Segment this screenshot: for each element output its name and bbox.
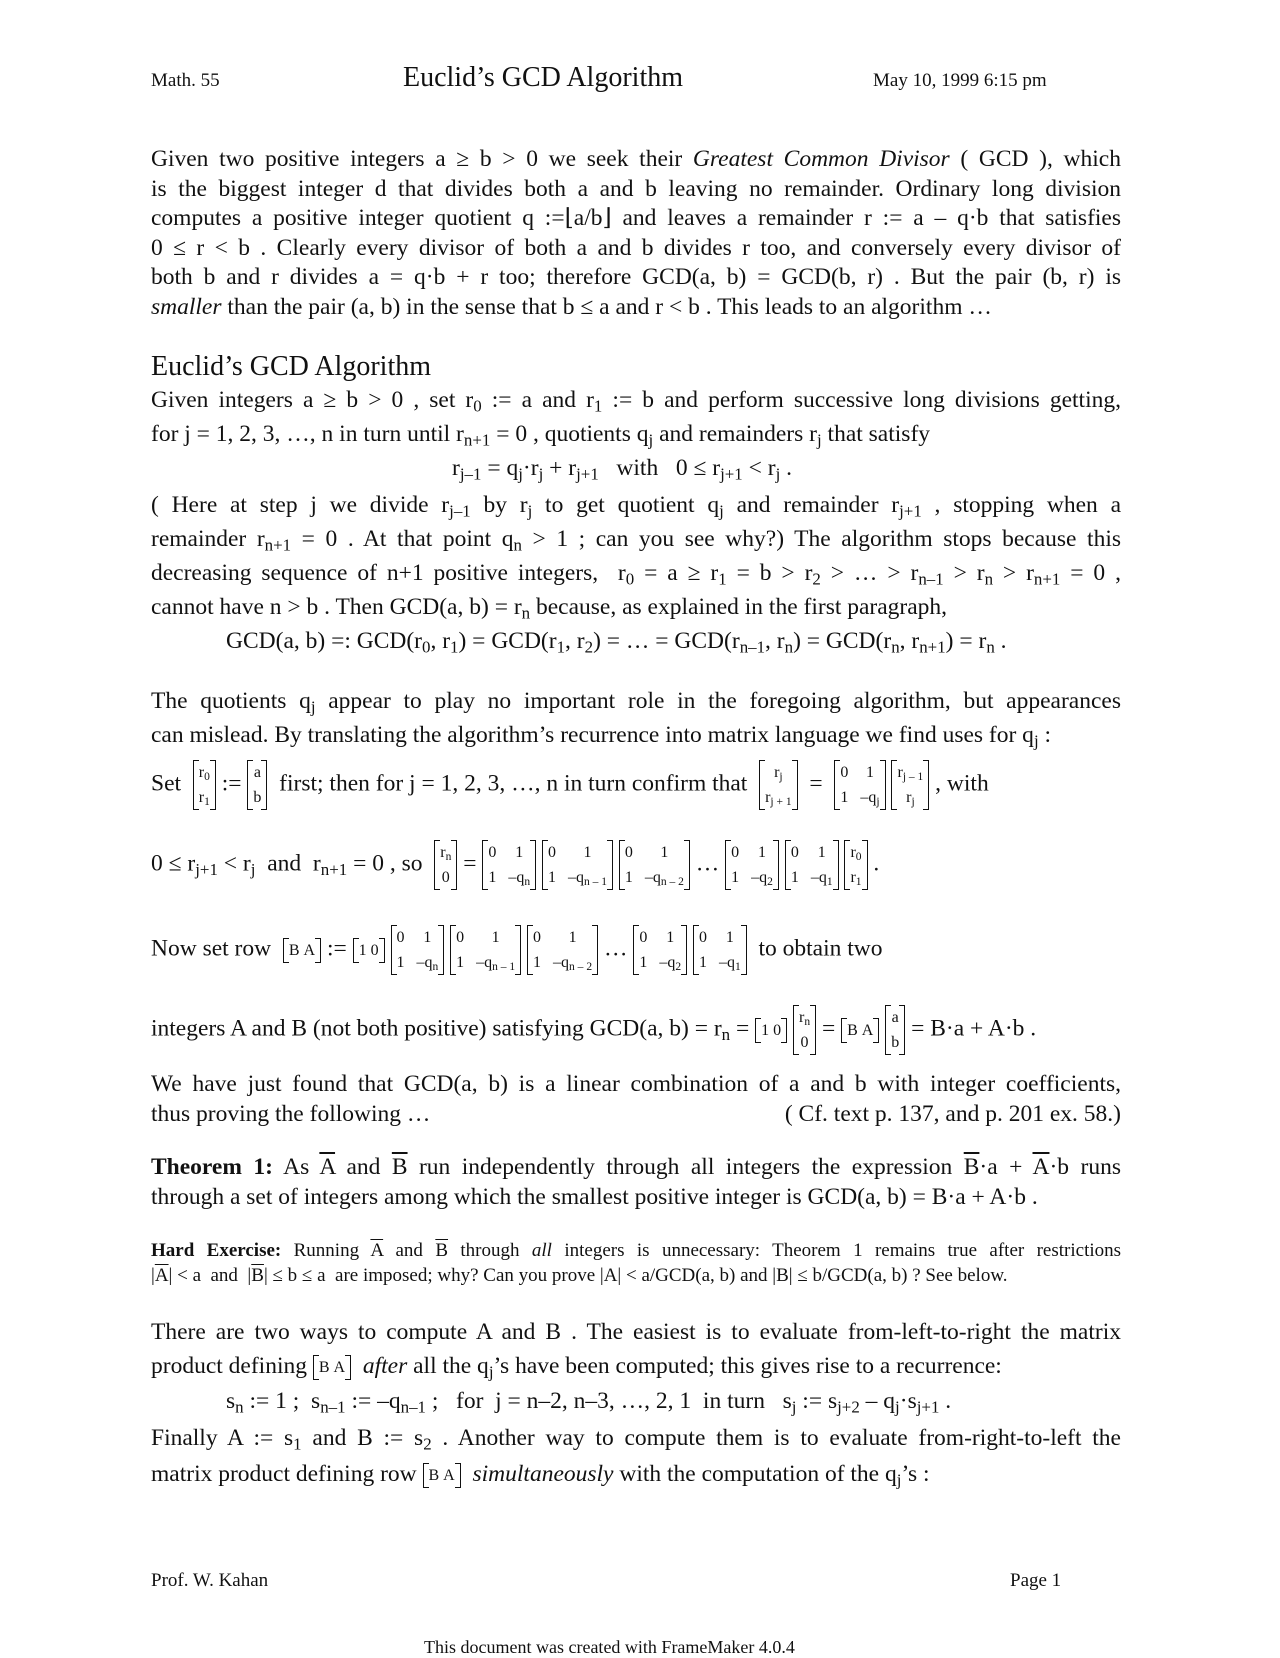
matrix-line-set: Set $r_0$ $r_1$ := a b first; then for j = 1, 2, 3, …, n in turn confirm that $r_j$ $r_{j + 1}$ = 0 1 1 $-q_j$ $r_{j - 1}$ $r_j$ , with bbox=[151, 760, 989, 810]
gcd-chain-equation: GCD(a, b) =: $GCD(r_0$, $r_1) = GCD(r_1$, $r_2$) = … = $GCD(r_{n-1}$, $r_n) = GCD(r_n$, $r_{n+1}) = r_n$ . bbox=[226, 628, 1007, 657]
quotients-paragraph: The quotients $q_j$ appear to play no important role in the foregoing algorithm, but appearances can mislead. By translating the algorithm’s recurrence into matrix language we find uses for $q_j$ : bbox=[151, 688, 1121, 751]
step-paragraph: ( Here at step j we divide $r_{j-1}$ by $r_j$ to get quotient $q_j$ and remainder $r_{j+1}$ , stopping when a remainder $r_{n+1} = 0$ . At that point $q_n > 1$ ; can you see why?) The algorithm stops because this decreasing sequence of n+1 positive integers, $r_0 = a \ge r_1 = b > r_2$ > … > $r_{n-1} > r_n > r_{n+1} = 0$ , cannot have n > b . Then GCD(a, $b) = r_n$ because, as explained in the first paragraph, bbox=[151, 492, 1122, 623]
finally-paragraph: Finally A := $s_1$ and B := $s_2$ . Another way to compute them is to evaluate from-right-to-left the matrix product defining row B A simultaneously with the computation of the $q_j’s$ : bbox=[151, 1425, 1121, 1490]
footer-note: This document was created with FrameMaker 4.0.4 bbox=[424, 1637, 795, 1657]
matrix-line-so: $0 \le r_{j+1} < r_j$ and $r_{n+1} = 0$ , so $r_n$ 0 = 0 1 1 $-q_n$ 0 1 1 $-q_{n - 1}$ 0 1 1 $-q_{n - 2}$ … 0 1 1 $-q_2$ 0 1 1 $-q_1$ $r_0$ $r_1$ . bbox=[151, 840, 879, 890]
theorem-1: Theorem 1: As $\overline{A}$ and $\overline{B}$ run independently through all integers the expression $\overline{B}\cdot a + \overline{A}\cdot b$ runs through a set of integers among which the smallest positive integer is GCD(a, b) = B·a + A·b . bbox=[151, 1154, 1121, 1210]
recurrence-s-equation: $s_n$ := 1 ; $s_{n-1}$ := $-q_{n-1}$ ; for j = n–2, n–3, …, 2, 1 in turn $s_j$ := $s_{j+2} - q_j\cdot s_{j+1}$ . bbox=[226, 1388, 952, 1417]
recurrence-equation: $r_{j-1} = q_j\cdot r_j + r_{j+1}$ with $0 \le r_{j+1} < r_j$ . bbox=[452, 455, 793, 484]
course-label: Math. 55 bbox=[151, 70, 220, 91]
footer-page-number: Page 1 bbox=[1010, 1570, 1062, 1591]
a-b-vector: a b bbox=[247, 760, 267, 810]
rj-prev-vector: $r_{j - 1}$ $r_j$ bbox=[891, 760, 929, 810]
page-title: Euclid’s GCD Algorithm bbox=[403, 62, 683, 93]
qj-step-matrix: 0 1 1 $-q_j$ bbox=[834, 760, 885, 810]
date-stamp: May 10, 1999 6:15 pm bbox=[873, 70, 1047, 91]
section-heading: Euclid’s GCD Algorithm bbox=[151, 351, 431, 382]
linear-combination-paragraph: We have just found that GCD(a, b) is a linear combination of a and b with integer coefficients, thus proving the following … ( Cf. text p. 137, and p. 201 ex. 58.) bbox=[151, 1071, 1121, 1127]
footer-author: Prof. W. Kahan bbox=[151, 1570, 269, 1591]
intro-paragraph: Given two positive integers a ≥ b > 0 we seek their Greatest Common Divisor ( GCD ), which is the biggest integer d that divides both a and b leaving no remainder. Ordinary long division computes a positive integer quotient q :=⌊a/b⌋ and leaves a remainder r := a – q·b that satisfies 0 ≤ r < b . Clearly every divisor of both a and b divides r too, and conversely every divisor of both b and r divides a = q·b + r too; therefore GCD(a, b) = GCD(b, r) . But the pair (b, r) is smaller than the pair (a, b) in the sense that b ≤ a and r < b . This leads to an algorithm … bbox=[151, 146, 1121, 320]
r0-r1-vector: $r_0$ $r_1$ bbox=[193, 760, 216, 810]
two-ways-paragraph: There are two ways to compute A and B . The easiest is to evaluate from-left-to-right the matrix product defining B A after all the $q_j’s$ have been computed; this gives rise to a recurrence: bbox=[151, 1319, 1121, 1382]
algorithm-paragraph: Given integers a ≥ b > 0 , set $r_0$ := a and $r_1$ := b and perform successive long divisions getting, for j = 1, 2, 3, …, n in turn until $r_{n+1} = 0$ , quotients $q_j$ and remainders $r_j$ that satisfy bbox=[151, 387, 1121, 450]
hard-exercise: Hard Exercise: Running $\overline{A}$ and $\overline{B}$ through all integers is unnecessary: Theorem 1 remains true after restrictions $|\overline{A}| < a$ and $|\overline{B}| \le b \le a$ are imposed; why? Can you prove |A| < a/GCD(a, b) and |B| ≤ b/GCD(a, b) ? See below. bbox=[151, 1240, 1122, 1286]
matrix-line-integers: integers A and B (not both positive) satisfying GCD(a, $b) = r_n$ = 1 0 $r_n$ 0 = B A a b = B·a + A·b . bbox=[151, 1005, 1036, 1055]
matrix-line-row: Now set row B A := 1 0 0 1 1 $-q_n$ 0 1 1 $-q_{n - 1}$ 0 1 1 $-q_{n - 2}$ … 0 1 1 $-q_2$ 0 1 1 $-q_1$ to obtain two bbox=[151, 925, 883, 975]
rj-vector: $r_j$ $r_{j + 1}$ bbox=[759, 760, 798, 810]
